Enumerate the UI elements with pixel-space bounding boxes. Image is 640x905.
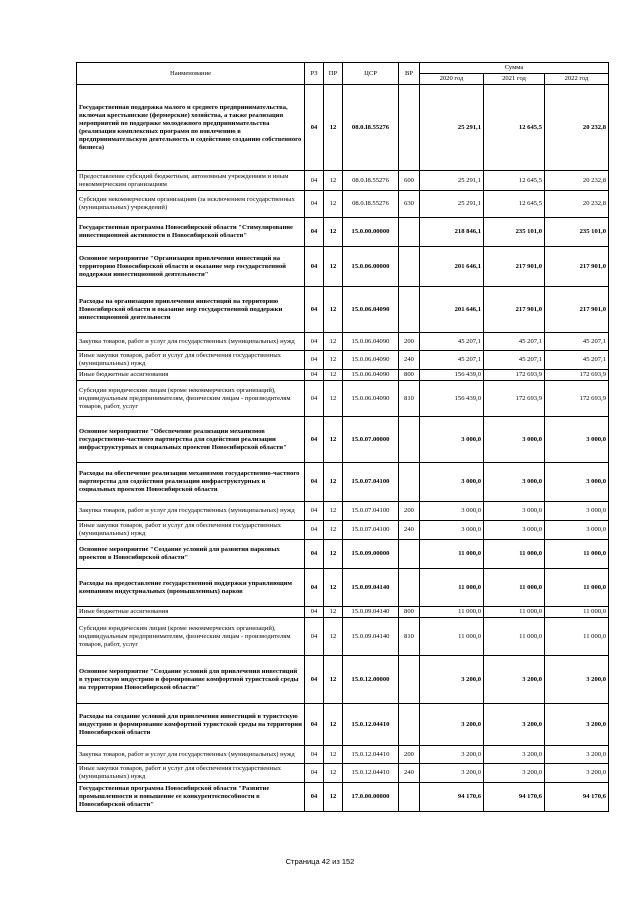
cell-vr: 240 xyxy=(399,521,420,540)
cell-2021: 3 000,0 xyxy=(484,502,545,521)
header-year-2021: 2021 год xyxy=(484,74,545,85)
cell-vr: 630 xyxy=(399,191,420,218)
cell-vr xyxy=(399,85,420,171)
cell-name: Государственная программа Новосибирской области "Стимулирование инвестиционной активности в Новосибирской области" xyxy=(77,218,305,247)
table-row xyxy=(77,370,609,381)
cell-pr: 12 xyxy=(324,370,343,381)
cell-2022: 3 200,0 xyxy=(545,746,609,764)
cell-2021: 217 901,0 xyxy=(484,287,545,333)
cell-2020: 11 000,0 xyxy=(420,569,484,607)
cell-name: Субсидии юридическим лицам (кроме некоммерческих организаций), индивидуальным предпринимателям, физическим лицам - производителям товаров, работ, услуг xyxy=(77,618,305,656)
cell-rz: 04 xyxy=(305,381,324,417)
table-row xyxy=(77,607,609,618)
cell-2021: 3 200,0 xyxy=(484,704,545,746)
table-row xyxy=(77,351,609,370)
cell-2021: 12 645,5 xyxy=(484,171,545,191)
cell-pr: 12 xyxy=(324,247,343,287)
cell-2022: 3 000,0 xyxy=(545,521,609,540)
cell-csr: 08.0.I8.55276 xyxy=(343,191,399,218)
cell-2022: 172 693,9 xyxy=(545,381,609,417)
cell-name: Расходы на предоставление государственной поддержки управляющим компаниям индустриальных (промышленных) парков xyxy=(77,569,305,607)
cell-csr: 15.0.09.04140 xyxy=(343,618,399,656)
cell-pr: 12 xyxy=(324,618,343,656)
table-row xyxy=(77,502,609,521)
cell-rz: 04 xyxy=(305,783,324,812)
cell-rz: 04 xyxy=(305,521,324,540)
table-row xyxy=(77,540,609,569)
cell-2022: 217 901,0 xyxy=(545,247,609,287)
cell-pr: 12 xyxy=(324,351,343,370)
table-row xyxy=(77,764,609,783)
cell-2020: 218 846,1 xyxy=(420,218,484,247)
cell-name: Закупка товаров, работ и услуг для государственных (муниципальных) нужд xyxy=(77,746,305,764)
cell-vr xyxy=(399,218,420,247)
cell-pr: 12 xyxy=(324,381,343,417)
cell-2021: 3 000,0 xyxy=(484,521,545,540)
cell-rz: 04 xyxy=(305,351,324,370)
cell-rz: 04 xyxy=(305,540,324,569)
cell-csr: 15.0.12.04410 xyxy=(343,764,399,783)
cell-2021: 45 207,1 xyxy=(484,333,545,351)
table-row xyxy=(77,656,609,704)
cell-name: Иные бюджетные ассигнования xyxy=(77,370,305,381)
cell-vr: 200 xyxy=(399,333,420,351)
header-rz: РЗ xyxy=(305,63,324,85)
cell-2020: 201 646,1 xyxy=(420,247,484,287)
cell-2022: 45 207,1 xyxy=(545,333,609,351)
cell-vr: 600 xyxy=(399,171,420,191)
cell-pr: 12 xyxy=(324,704,343,746)
cell-vr: 240 xyxy=(399,351,420,370)
cell-pr: 12 xyxy=(324,191,343,218)
cell-2021: 94 170,6 xyxy=(484,783,545,812)
header-vr: ВР xyxy=(399,63,420,85)
cell-name: Иные закупки товаров, работ и услуг для обеспечения государственных (муниципальных) нужд xyxy=(77,764,305,783)
cell-2020: 201 646,1 xyxy=(420,287,484,333)
cell-2022: 3 200,0 xyxy=(545,764,609,783)
cell-2021: 11 000,0 xyxy=(484,618,545,656)
cell-2021: 3 200,0 xyxy=(484,746,545,764)
cell-pr: 12 xyxy=(324,783,343,812)
cell-2020: 3 200,0 xyxy=(420,764,484,783)
table-row xyxy=(77,381,609,417)
table-row xyxy=(77,618,609,656)
cell-pr: 12 xyxy=(324,540,343,569)
cell-rz: 04 xyxy=(305,569,324,607)
cell-name: Государственная программа Новосибирской области "Развитие промышленности и повышение ее конкурентоспособности в Новосибирской области" xyxy=(77,783,305,812)
table-row xyxy=(77,218,609,247)
cell-2022: 172 693,9 xyxy=(545,370,609,381)
budget-table-sheet xyxy=(76,62,608,812)
cell-csr: 17.0.00.00000 xyxy=(343,783,399,812)
cell-rz: 04 xyxy=(305,463,324,502)
cell-name: Предоставление субсидий бюджетным, автономным учреждениям и иным некоммерческим организациям xyxy=(77,171,305,191)
cell-csr: 15.0.07.04100 xyxy=(343,521,399,540)
cell-2021: 45 207,1 xyxy=(484,351,545,370)
cell-name: Государственная поддержка малого и среднего предпринимательства, включая крестьянские (фермерские) хозяйства, а также реализация мероприятий по поддержке молодежного предпринимательства (реализация комплексных программ по вовлечению в предпринимательскую деятельность и содействию созданию собственного бизнеса) xyxy=(77,85,305,171)
cell-2022: 3 200,0 xyxy=(545,656,609,704)
cell-pr: 12 xyxy=(324,171,343,191)
cell-name: Иные бюджетные ассигнования xyxy=(77,607,305,618)
cell-2022: 11 000,0 xyxy=(545,607,609,618)
table-body xyxy=(77,85,609,812)
cell-2022: 20 232,8 xyxy=(545,85,609,171)
table-row xyxy=(77,333,609,351)
cell-2022: 45 207,1 xyxy=(545,351,609,370)
cell-pr: 12 xyxy=(324,764,343,783)
cell-2022: 11 000,0 xyxy=(545,618,609,656)
header-csr: ЦСР xyxy=(343,63,399,85)
cell-pr: 12 xyxy=(324,569,343,607)
cell-pr: 12 xyxy=(324,218,343,247)
table-header xyxy=(77,63,609,85)
cell-2020: 94 170,6 xyxy=(420,783,484,812)
cell-2021: 11 000,0 xyxy=(484,607,545,618)
cell-rz: 04 xyxy=(305,502,324,521)
cell-2020: 3 000,0 xyxy=(420,417,484,463)
cell-2022: 217 901,0 xyxy=(545,287,609,333)
cell-csr: 15.0.07.04100 xyxy=(343,463,399,502)
cell-vr xyxy=(399,540,420,569)
cell-vr: 240 xyxy=(399,764,420,783)
cell-2022: 20 232,8 xyxy=(545,171,609,191)
cell-2020: 25 291,1 xyxy=(420,85,484,171)
table-row xyxy=(77,704,609,746)
cell-pr: 12 xyxy=(324,521,343,540)
cell-rz: 04 xyxy=(305,333,324,351)
cell-vr xyxy=(399,417,420,463)
cell-csr: 15.0.12.00000 xyxy=(343,656,399,704)
cell-2020: 3 000,0 xyxy=(420,521,484,540)
cell-csr: 15.0.12.04410 xyxy=(343,704,399,746)
cell-pr: 12 xyxy=(324,85,343,171)
cell-rz: 04 xyxy=(305,85,324,171)
cell-pr: 12 xyxy=(324,656,343,704)
cell-vr xyxy=(399,247,420,287)
cell-name: Расходы на организацию привлечения инвестиций на территорию Новосибирской области и оказание мер государственной поддержки инвестиционной деятельности xyxy=(77,287,305,333)
table-row xyxy=(77,569,609,607)
cell-csr: 15.0.06.04090 xyxy=(343,381,399,417)
cell-2021: 217 901,0 xyxy=(484,247,545,287)
cell-pr: 12 xyxy=(324,502,343,521)
cell-2021: 172 693,9 xyxy=(484,370,545,381)
cell-rz: 04 xyxy=(305,746,324,764)
cell-csr: 15.0.07.00000 xyxy=(343,417,399,463)
cell-csr: 15.0.09.00000 xyxy=(343,540,399,569)
cell-vr: 800 xyxy=(399,370,420,381)
cell-vr: 810 xyxy=(399,618,420,656)
cell-2022: 11 000,0 xyxy=(545,569,609,607)
table-row xyxy=(77,463,609,502)
cell-csr: 15.0.06.04090 xyxy=(343,333,399,351)
cell-name: Иные закупки товаров, работ и услуг для обеспечения государственных (муниципальных) нужд xyxy=(77,521,305,540)
cell-2021: 3 000,0 xyxy=(484,463,545,502)
cell-name: Субсидии юридическим лицам (кроме некоммерческих организаций), индивидуальным предпринимателям, физическим лицам - производителям товаров, работ, услуг xyxy=(77,381,305,417)
cell-2020: 45 207,1 xyxy=(420,351,484,370)
cell-2022: 20 232,8 xyxy=(545,191,609,218)
budget-table xyxy=(76,62,609,812)
cell-2022: 3 000,0 xyxy=(545,463,609,502)
cell-rz: 04 xyxy=(305,218,324,247)
cell-vr xyxy=(399,287,420,333)
cell-csr: 15.0.09.04140 xyxy=(343,569,399,607)
cell-vr xyxy=(399,783,420,812)
cell-2022: 3 200,0 xyxy=(545,704,609,746)
cell-2021: 12 645,5 xyxy=(484,191,545,218)
cell-2022: 235 101,0 xyxy=(545,218,609,247)
cell-name: Расходы на создание условий для привлечения инвестиций в туристскую индустрию и формирование комфортной туристской среды на территории Новосибирской области xyxy=(77,704,305,746)
cell-2020: 3 200,0 xyxy=(420,656,484,704)
cell-rz: 04 xyxy=(305,704,324,746)
table-row xyxy=(77,521,609,540)
cell-rz: 04 xyxy=(305,191,324,218)
cell-2020: 11 000,0 xyxy=(420,607,484,618)
cell-2021: 12 645,5 xyxy=(484,85,545,171)
cell-vr: 800 xyxy=(399,607,420,618)
cell-name: Расходы на обеспечение реализации механизмов государственно-частного партнерства для содействия реализации инфраструктурных и социальных проектов Новосибирской области xyxy=(77,463,305,502)
cell-rz: 04 xyxy=(305,171,324,191)
table-row xyxy=(77,287,609,333)
header-sum: Сумма xyxy=(420,63,609,74)
cell-2020: 25 291,1 xyxy=(420,171,484,191)
table-row xyxy=(77,783,609,812)
header-pr: ПР xyxy=(324,63,343,85)
cell-rz: 04 xyxy=(305,417,324,463)
cell-csr: 08.0.I8.55276 xyxy=(343,85,399,171)
cell-2020: 45 207,1 xyxy=(420,333,484,351)
cell-pr: 12 xyxy=(324,333,343,351)
cell-csr: 15.0.12.04410 xyxy=(343,746,399,764)
cell-2022: 3 000,0 xyxy=(545,417,609,463)
cell-rz: 04 xyxy=(305,607,324,618)
page-number: Страница 42 из 152 xyxy=(285,857,355,866)
cell-pr: 12 xyxy=(324,417,343,463)
cell-2020: 156 439,0 xyxy=(420,381,484,417)
cell-2021: 3 200,0 xyxy=(484,764,545,783)
cell-2021: 3 000,0 xyxy=(484,417,545,463)
cell-vr: 810 xyxy=(399,381,420,417)
cell-name: Иные закупки товаров, работ и услуг для обеспечения государственных (муниципальных) нужд xyxy=(77,351,305,370)
cell-rz: 04 xyxy=(305,618,324,656)
cell-name: Закупка товаров, работ и услуг для государственных (муниципальных) нужд xyxy=(77,502,305,521)
cell-2020: 11 000,0 xyxy=(420,540,484,569)
cell-csr: 15.0.06.04090 xyxy=(343,287,399,333)
table-row xyxy=(77,746,609,764)
cell-csr: 15.0.06.04090 xyxy=(343,370,399,381)
cell-rz: 04 xyxy=(305,287,324,333)
cell-csr: 15.0.00.00000 xyxy=(343,218,399,247)
cell-rz: 04 xyxy=(305,370,324,381)
cell-2021: 11 000,0 xyxy=(484,569,545,607)
cell-vr xyxy=(399,463,420,502)
cell-vr xyxy=(399,656,420,704)
cell-rz: 04 xyxy=(305,764,324,783)
cell-pr: 12 xyxy=(324,607,343,618)
cell-name: Основное мероприятие "Создание условий для развития парковых проектов в Новосибирской области" xyxy=(77,540,305,569)
cell-name: Субсидии некоммерческим организациям (за исключением государственных (муниципальных) учреждений) xyxy=(77,191,305,218)
table-row xyxy=(77,417,609,463)
cell-2022: 3 000,0 xyxy=(545,502,609,521)
cell-2020: 25 291,1 xyxy=(420,191,484,218)
cell-csr: 15.0.09.04140 xyxy=(343,607,399,618)
cell-2022: 11 000,0 xyxy=(545,540,609,569)
cell-2020: 3 200,0 xyxy=(420,746,484,764)
cell-vr: 200 xyxy=(399,502,420,521)
cell-rz: 04 xyxy=(305,247,324,287)
cell-csr: 15.0.07.04100 xyxy=(343,502,399,521)
table-row xyxy=(77,171,609,191)
table-row xyxy=(77,247,609,287)
cell-2021: 11 000,0 xyxy=(484,540,545,569)
cell-name: Закупка товаров, работ и услуг для государственных (муниципальных) нужд xyxy=(77,333,305,351)
header-year-2022: 2022 год xyxy=(545,74,609,85)
cell-csr: 08.0.I8.55276 xyxy=(343,171,399,191)
cell-2022: 94 170,6 xyxy=(545,783,609,812)
cell-name: Основное мероприятие "Организация привлечения инвестиций на территорию Новосибирской области и оказание мер государственной поддержки инвестиционной деятельности" xyxy=(77,247,305,287)
cell-2020: 3 200,0 xyxy=(420,704,484,746)
cell-2020: 11 000,0 xyxy=(420,618,484,656)
cell-name: Основное мероприятие "Создание условий для привлечения инвестиций в туристскую индустрию и формирование комфортной туристской среды на территории Новосибирской области" xyxy=(77,656,305,704)
cell-vr: 200 xyxy=(399,746,420,764)
cell-2021: 3 200,0 xyxy=(484,656,545,704)
cell-rz: 04 xyxy=(305,656,324,704)
cell-2020: 3 000,0 xyxy=(420,463,484,502)
cell-name: Основное мероприятие "Обеспечение реализации механизмов государственно-частного партнерства для содействия реализации инфраструктурных и социальных проектов Новосибирской области" xyxy=(77,417,305,463)
cell-csr: 15.0.06.04090 xyxy=(343,351,399,370)
header-name: Наименование xyxy=(77,63,305,85)
table-row xyxy=(77,191,609,218)
header-year-2020: 2020 год xyxy=(420,74,484,85)
cell-pr: 12 xyxy=(324,746,343,764)
cell-2021: 235 101,0 xyxy=(484,218,545,247)
cell-pr: 12 xyxy=(324,463,343,502)
cell-2020: 3 000,0 xyxy=(420,502,484,521)
cell-csr: 15.0.06.00000 xyxy=(343,247,399,287)
cell-2020: 156 439,0 xyxy=(420,370,484,381)
table-row xyxy=(77,85,609,171)
cell-vr xyxy=(399,704,420,746)
cell-2021: 172 693,9 xyxy=(484,381,545,417)
cell-vr xyxy=(399,569,420,607)
cell-pr: 12 xyxy=(324,287,343,333)
